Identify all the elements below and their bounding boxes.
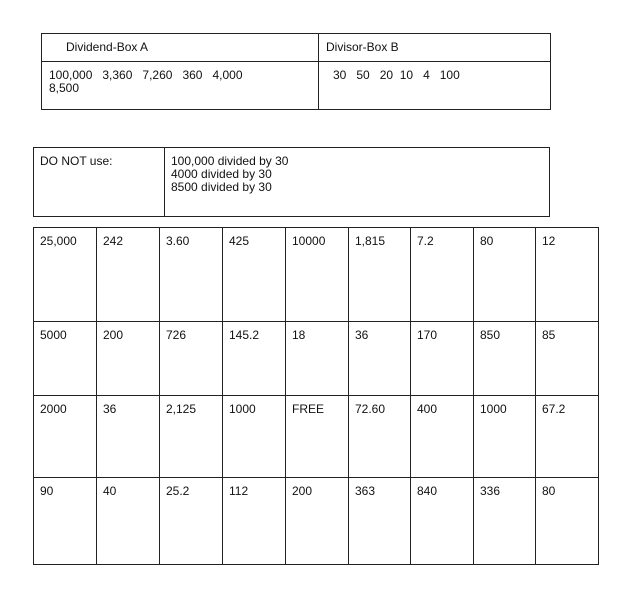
grid-cell: 400 [411, 396, 474, 478]
grid-cell: 1,815 [349, 228, 411, 322]
do-not-use-list [165, 148, 550, 217]
do-not-use-item: 4000 divided by 30 [171, 167, 272, 181]
box-header-row [42, 34, 551, 62]
grid-cell: 3.60 [160, 228, 223, 322]
dividend-values: 100,000 3,360 7,260 360 4,000 8,500 [49, 68, 243, 95]
box-values-row [42, 62, 551, 110]
grid-cell: 36 [97, 396, 160, 478]
grid-cell: FREE [286, 396, 349, 478]
grid-cell: 80 [474, 228, 536, 322]
answer-grid-table [33, 227, 599, 565]
grid-cell: 2000 [34, 396, 97, 478]
grid-row [34, 478, 599, 565]
do-not-use-row [34, 148, 550, 217]
grid-cell: 5000 [34, 322, 97, 396]
grid-cell: 200 [286, 478, 349, 565]
dividend-box-title: Dividend-Box A [66, 40, 149, 54]
grid-cell: 25.2 [160, 478, 223, 565]
grid-cell: 336 [474, 478, 536, 565]
grid-cell: 850 [474, 322, 536, 396]
grid-row [34, 228, 599, 322]
dividend-box-cell [42, 62, 319, 110]
grid-cell: 40 [97, 478, 160, 565]
grid-cell: 145.2 [223, 322, 286, 396]
grid-row [34, 322, 599, 396]
grid-cell: 25,000 [34, 228, 97, 322]
do-not-use-table [33, 147, 550, 217]
divisor-box-header [319, 34, 551, 62]
grid-cell: 1000 [223, 396, 286, 478]
grid-cell: 1000 [474, 396, 536, 478]
divisor-box-cell [319, 62, 551, 110]
grid-cell: 80 [536, 478, 599, 565]
grid-cell: 726 [160, 322, 223, 396]
dividend-divisor-table [41, 33, 551, 110]
grid-cell: 85 [536, 322, 599, 396]
grid-cell: 12 [536, 228, 599, 322]
dividend-box-header [42, 34, 319, 62]
divisor-box-title: Divisor-Box B [326, 40, 399, 54]
grid-cell: 840 [411, 478, 474, 565]
divisor-values: 30 50 20 10 4 100 [333, 68, 460, 82]
do-not-use-label: DO NOT use: [40, 154, 113, 168]
grid-row [34, 396, 599, 478]
grid-cell: 170 [411, 322, 474, 396]
grid-cell: 2,125 [160, 396, 223, 478]
grid-cell: 72.60 [349, 396, 411, 478]
grid-cell: 36 [349, 322, 411, 396]
do-not-use-item: 8500 divided by 30 [171, 180, 272, 194]
grid-cell: 112 [223, 478, 286, 565]
grid-cell: 90 [34, 478, 97, 565]
grid-cell: 242 [97, 228, 160, 322]
grid-cell: 363 [349, 478, 411, 565]
grid-cell: 7.2 [411, 228, 474, 322]
grid-cell: 200 [97, 322, 160, 396]
grid-cell: 18 [286, 322, 349, 396]
do-not-use-label-cell [34, 148, 165, 217]
do-not-use-item: 100,000 divided by 30 [171, 154, 289, 168]
grid-cell: 10000 [286, 228, 349, 322]
grid-cell: 425 [223, 228, 286, 322]
grid-cell: 67.2 [536, 396, 599, 478]
